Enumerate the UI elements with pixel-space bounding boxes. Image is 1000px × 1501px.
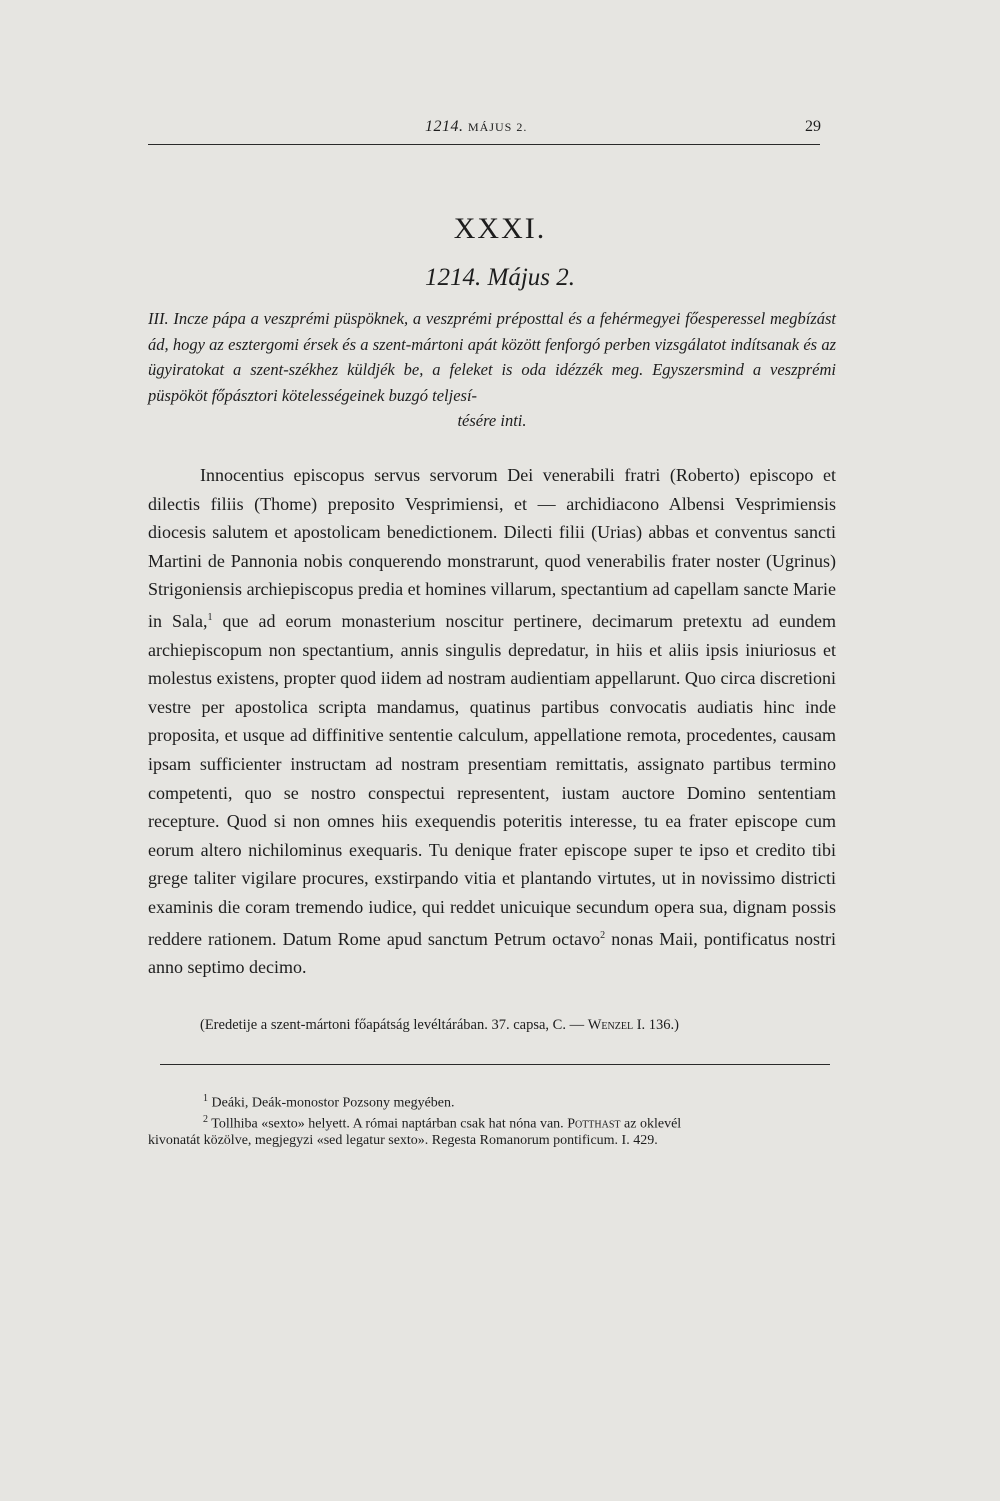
running-head-year: 1214.	[425, 118, 464, 135]
footnote-rule	[160, 1064, 830, 1065]
charter-text-part3: nonas Maii, pontificatus nostri anno septimo decimo.	[148, 928, 836, 978]
footnote-1-mark: 1	[203, 1093, 208, 1104]
charter-text-part2: que ad eorum monasterium noscitur pertinere, decimarum pretextu ad eundem archiepiscopum non spectantium, annis singulis depredatur, in hiis et aliis ipsis iniuriosus et molestus existens, propter quod iidem ad nostram audientiam appellarunt. Quo circa discretioni vestre per apostolica scripta mandamus, quatinus partibus convocatis audiatis hinc inde proposita, et usque ad diffinitive sententie calculum, appellatione remota, procedentes, causam ipsam sufficienter instructam ad nostram presentiam remittatis, assignato partibus termino competenti, quo se nostro conspectui representent, iustam auctore Domino sententiam recepture. Quod si non omnes hiis exequendis poteritis interesse, tu ea frater episcope cum eorum altero nichilominus exequaris. Tu denique frater episcope super te ipso et credito tibi grege taliter vigilare procures, exstirpando vitia et plantando virtutes, ut in novissimo districti examinis die coram tremendo iudice, qui reddet unicuique secundum opera sua, dignam possis reddere rationem. Datum Rome apud sanctum Petrum octavo	[148, 610, 836, 949]
page-number: 29	[805, 118, 821, 135]
charter-text	[148, 461, 836, 982]
header-rule	[148, 144, 820, 145]
footnote-2-text-end: az oklevél	[620, 1116, 682, 1132]
source-note-ref: I. 136.)	[633, 1017, 679, 1033]
source-note	[200, 1017, 840, 1034]
footnote-ref-2: 2	[600, 929, 606, 941]
source-author: Wenzel	[587, 1017, 634, 1033]
document-date: 1214. Május 2.	[425, 264, 575, 291]
running-head	[425, 118, 527, 136]
footnote-1-text: Deáki, Deák-monostor Pozsony megyében.	[208, 1095, 455, 1111]
footnote-2-text: Tollhiba «sexto» helyett. A római naptárban csak hat nóna van.	[208, 1116, 568, 1132]
regest-text: III. Incze pápa a veszprémi püspöknek, a veszprémi préposttal és a fehérmegyei főesperessel megbízást ád, hogy az esztergomi érsek és a szent-mártoni apát között fenforgó perben vizsgálatot indítsanak és az ügyiratokat a szent-székhez küldjék be, a feleket is oda idézzék meg. Egyszersmind a veszprémi püspököt főpásztori kötelességeinek buzgó teljesí-	[148, 309, 836, 405]
footnote-2-continued: kivonatát közölve, megjegyzi «sed legatur sexto». Regesta Romanorum pontificum. I. 429.	[148, 1133, 658, 1148]
regest-summary	[148, 306, 836, 434]
charter-text-part1: Innocentius episcopus servus servorum Dei venerabili fratri (Roberto) episcopo et dilectis filiis (Thome) preposito Vesprimiensi, et — archidiacono Albensi Vesprimiensis diocesis salutem et apostolicam benedictionem. Dilecti filii (Urias) abbas et conventus sancti Martini de Pannonia nobis conquerendo monstrarunt, quod venerabilis frater noster (Ugrinus) Strigoniensis archiepiscopus predia et homines villarum, spectantium ad capellam sancte Marie in Sala,	[148, 465, 836, 631]
footnote-2-mark: 2	[203, 1114, 208, 1125]
footnote-2-author: Potthast	[567, 1116, 621, 1132]
running-head-date: MÁJUS 2.	[468, 120, 528, 134]
regest-text-end: tésére inti.	[457, 411, 527, 431]
document-number: XXXI.	[453, 212, 547, 245]
source-note-text: (Eredetije a szent-mártoni főapátság levéltárában. 37. capsa, C. —	[200, 1017, 588, 1033]
footnote-ref-1: 1	[207, 611, 213, 623]
